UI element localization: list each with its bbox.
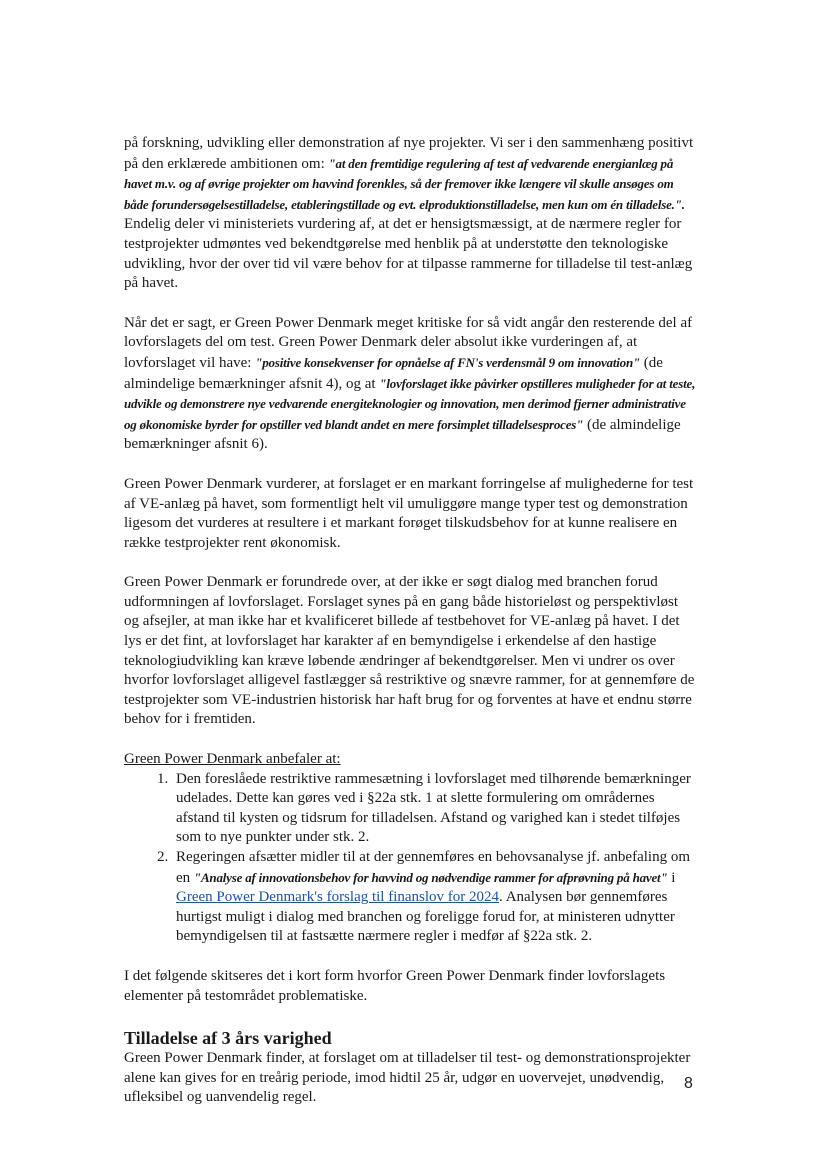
- recommendation-text: Den foreslåede restriktive rammesætning i lovforslaget med tilhørende bemærkninger udelades. Dette kan gøres ved i §22a stk. 1 at slette formulering om områdernes afstand til kysten og tidsrum for tilladelsen. Afstand og varighed kan i stedet tilføjes som to nye punkter under stk. 2.: [176, 770, 691, 846]
- recommendation-text: Regeringen afsætter midler til at der gennemføres en behovsanalyse jf. anbefaling om en: [176, 849, 690, 886]
- recommendation-text: i: [667, 869, 676, 886]
- quote: "positive konsekvenser for opnåelse af FN's verdensmål 9 om innovation": [255, 354, 641, 370]
- paragraph-text: (de almindelige bemærkninger afsnit 6).: [124, 416, 681, 453]
- paragraph-4: Green Power Denmark er forundrede over, at der ikke er søgt dialog med branchen forud udformningen af lovforslaget. Forslaget synes på en gang både historieløst og perspektivløst og afsejler, at man ikke har et kvalificeret billede af testbehovet for VE-anlæg på havet. I det lys er det fint, at lovforslaget har karakter af en bemyndigelse i erkendelse af den hastige teknologiudvikling kan kræve løbende ændringer af bekendtgørelser. Men vi undrer os over hvorfor lovforslaget alligevel fastlægger så restriktive og snævre rammer, for at gennemføre de testprojekter som VE-industrien historisk har haft brug for og forventes at have et endnu større behov for i fremtiden.: [124, 574, 695, 728]
- page-number: 8: [684, 1075, 693, 1092]
- paragraph-text: Endelig deler vi ministeriets vurdering af, at det er hensigtsmæssigt, at de nærmere regler for testprojekter udmøntes ved bekendtgørelse med henblik på at understøtte den teknologiske udvikling, hvor der over tid vil være behov for at tilpasse rammerne for tilladelse til test-anlæg på havet.: [124, 216, 693, 292]
- section-body: Green Power Denmark finder, at forslaget om at tilladelser til test- og demonstrationsprojekter alene kan gives for en treårig periode, imod hidtil 25 år, udgør en uovervejet, unødvendig, ufleksibel og uanvendelig regel.: [124, 1050, 691, 1106]
- quote: "lovforslaget ikke påvirker opstilleres muligheder for at teste, udvikle og demonstrere nye vedvarende energiteknologier og innovation, men derimod fjerner administrative og økonomiske byrder for opstiller ved blandt andet en mere forsimplet tilladelsesproces": [124, 375, 696, 432]
- quote: "at den fremtidige regulering af test af vedvarende energianlæg på havet m.v. og af øvrige projekter om havvind forenkles, så der fremover ikke længere vil skulle ansøges om både forundersøgelsestilladelse, etableringstillade og evt. elproduktionstilladelse, men kun om én tilladelse.".: [124, 155, 685, 212]
- paragraph-text: på forskning, udvikling eller demonstration af nye projekter. Vi ser i den sammenhæng positivt på den erklærede ambitionen om:: [124, 135, 694, 172]
- paragraph-text: Når det er sagt, er Green Power Denmark meget kritiske for så vidt angår den resterende del af lovforslagets del om test. Green Power Denmark deler absolut ikke vurderingen af, at lovforslaget vil have:: [124, 314, 693, 371]
- recommendation-text: . Analysen bør gennemføres hurtigst muligt i dialog med branchen og foreligge forud for, at ministeren udnytter bemyndigelsen til at fastsætte nærmere regler i medfør af §22a stk. 2.: [176, 889, 675, 945]
- quote: "Analyse af innovationsbehov for havvind og nødvendige rammer for afprøvning på havet": [193, 869, 668, 885]
- paragraph-1: [124, 134, 696, 294]
- recommendations-list: [124, 770, 696, 947]
- recommendations-title: Green Power Denmark anbefaler at:: [124, 751, 341, 768]
- paragraph-text: (de almindelige bemærkninger afsnit 4), og at: [124, 354, 663, 392]
- finance-bill-link[interactable]: Green Power Denmark's forslag til finanslov for 2024: [176, 889, 500, 906]
- recommendation-item: [172, 770, 696, 848]
- paragraph-3: Green Power Denmark vurderer, at forslaget er en markant forringelse af mulighederne for test af VE-anlæg på havet, som formentligt helt vil umuliggøre mange typer test og demonstration ligesom det vurderes at resultere i et markant forøget tilskudsbehov for at kunne realisere en række testprojekter rent økonomisk.: [124, 475, 694, 551]
- document-body: [124, 134, 696, 1108]
- section-heading: Tilladelse af 3 års varighed: [124, 1028, 332, 1049]
- paragraph-2: [124, 314, 696, 455]
- recommendation-item: [172, 848, 696, 947]
- paragraph-5: I det følgende skitseres det i kort form hvorfor Green Power Denmark finder lovforslagets elementer på testområdet problematiske.: [124, 967, 666, 1004]
